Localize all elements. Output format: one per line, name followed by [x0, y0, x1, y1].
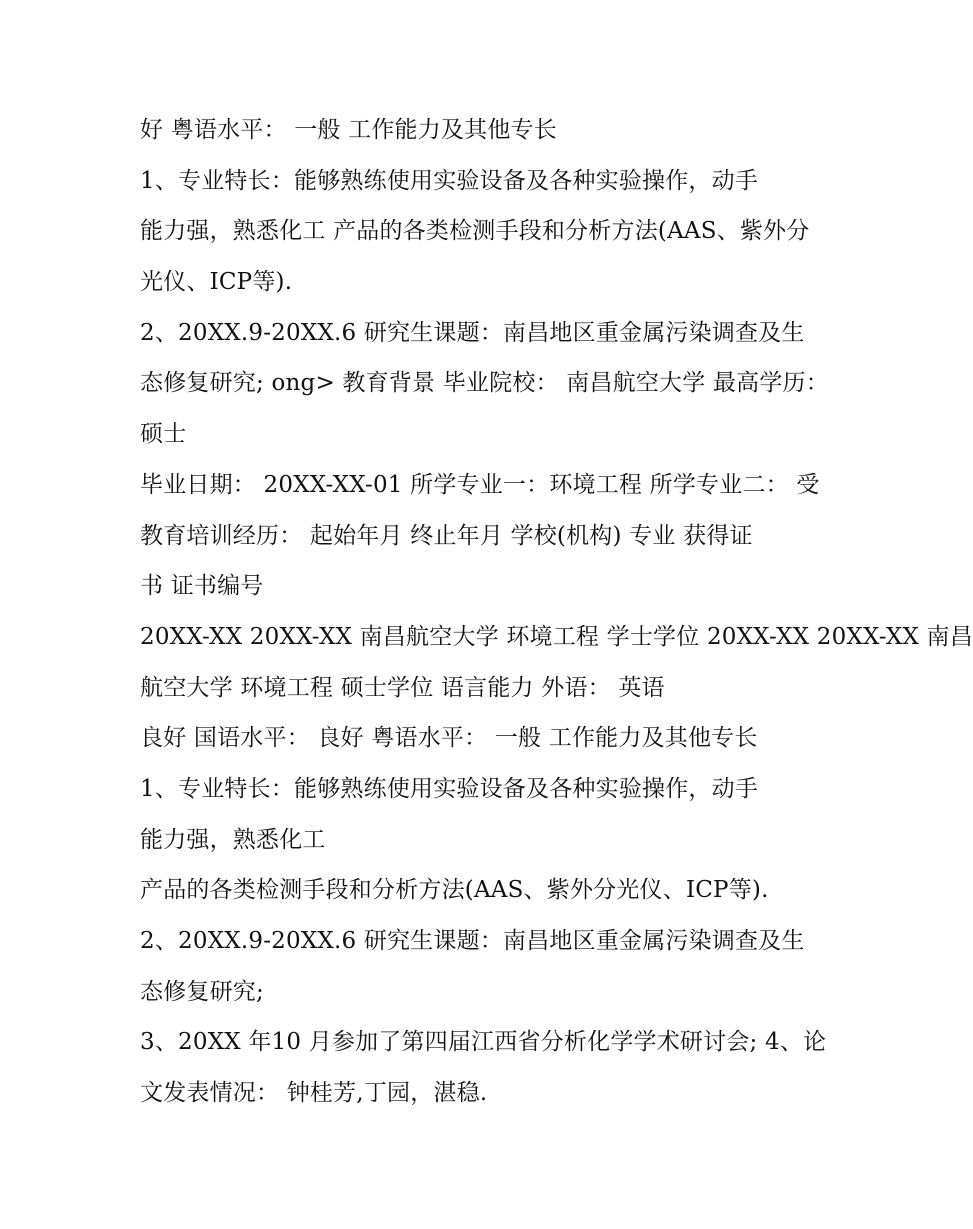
- text-line: 光仪、ICP等).: [140, 269, 293, 296]
- text-line: 20XX-XX 20XX-XX 南昌航空大学 环境工程 学士学位 20XX-XX 20XX-XX 南昌: [140, 623, 973, 650]
- text-line: 2、20XX.9-20XX.6 研究生课题：南昌地区重金属污染调查及生: [140, 319, 805, 346]
- text-line: 毕业日期： 20XX-XX-01 所学专业一：环境工程 所学专业二： 受: [140, 471, 820, 498]
- text-line: 态修复研究; ong> 教育背景 毕业院校： 南昌航空大学 最高学历：: [140, 370, 829, 397]
- text-line: 好 粤语水平： 一般 工作能力及其他专长: [140, 117, 557, 143]
- text-line: 教育培训经历： 起始年月 终止年月 学校(机构) 专业 获得证: [140, 522, 753, 549]
- text-line: 1、专业特长：能够熟练使用实验设备及各种实验操作，动手: [140, 167, 759, 194]
- text-line: 书 证书编号: [140, 573, 264, 600]
- text-line: 1、专业特长：能够熟练使用实验设备及各种实验操作，动手: [140, 775, 759, 802]
- text-line: 良好 国语水平： 良好 粤语水平： 一般 工作能力及其他专长: [140, 725, 758, 752]
- text-line: 态修复研究;: [140, 978, 264, 1005]
- text-line: 航空大学 环境工程 硕士学位 语言能力 外语： 英语: [140, 674, 665, 701]
- text-line: 能力强，熟悉化工: [140, 826, 326, 853]
- text-line: 产品的各类检测手段和分析方法(AAS、紫外分光仪、ICP等).: [140, 877, 769, 904]
- body-text: [140, 108, 973, 1122]
- text-line: 文发表情况： 钟桂芳,丁园，湛稳.: [140, 1080, 488, 1107]
- text-line: 3、20XX 年10 月参加了第四届江西省分析化学学术研讨会; 4、论: [140, 1029, 827, 1056]
- text-line: 硕士: [140, 421, 187, 448]
- text-line: 2、20XX.9-20XX.6 研究生课题：南昌地区重金属污染调查及生: [140, 928, 805, 954]
- text-line: 能力强，熟悉化工 产品的各类检测手段和分析方法(AAS、紫外分: [140, 218, 810, 245]
